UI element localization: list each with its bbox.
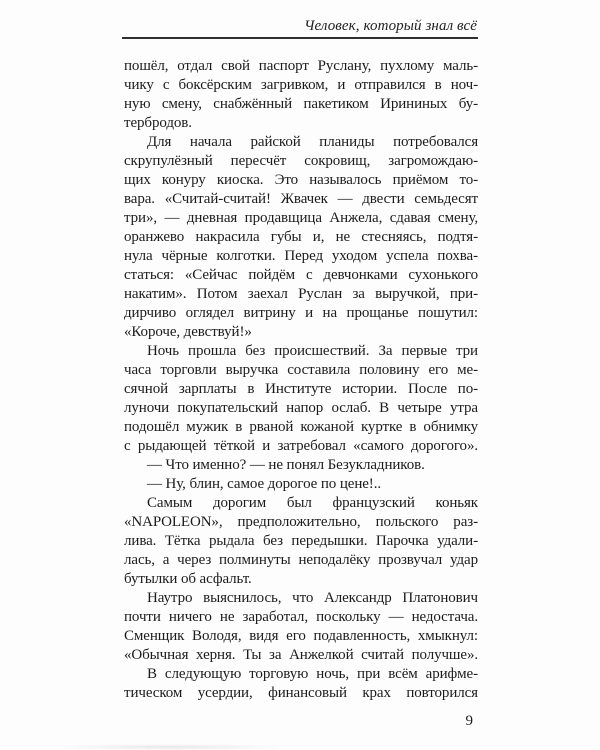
text-line: «Обычная херня. Ты за Анжелкой считай получше». [124,647,478,663]
text-line: накатим». Потом заехал Руслан за выручкой, при- [124,286,478,302]
text-line: лась, а через полминуты неподалёку прозвучал удар [124,552,478,568]
text-line: вара. «Считай-считай! Жвачек — двести семьдесят [124,191,478,207]
text-line: Ночь прошла без происшествий. За первые три [147,343,478,359]
text-line: — Ну, блин, самое дорогое по цене!.. [147,476,382,492]
text-line: щих конуру киоска. Это называлось приёмом то- [124,172,478,188]
text-line: оранжево накрасила губы и, не стесняясь, подтя- [124,229,478,245]
text-line: луночи покупательский напор ослаб. В четыре утра [124,400,478,416]
page-number: 9 [465,713,473,729]
text-line: дирчиво оглядел витрину и на прощанье пошутил: [124,305,478,321]
text-line: статься: «Сейчас пойдём с девчонками сухонького [124,267,478,283]
text-line: чику с боксёрским загривком, и отправился в ноч- [124,77,478,93]
text-line: лива. Тётка рыдала без передышки. Парочка удали- [124,533,478,549]
text-line: скрупулёзный пересчёт сокровищ, загромождаю- [124,153,478,169]
body-text [124,57,478,703]
text-line: тическом усердии, финансовый крах повторился [124,685,478,701]
text-line: с рыдающей тёткой и затребовал «самого дорогого». [124,438,478,454]
text-line: почти ничего не заработал, поскольку — недостача. [124,609,478,625]
text-line: Наутро выяснилось, что Александр Платонович [147,590,478,606]
text-line: «NAPOLEON», предположительно, польского раз- [124,514,478,530]
text-line: пошёл, отдал свой паспорт Руслану, пухлому маль- [124,58,478,74]
text-line: три», — дневная продавщица Анжела, сдавая смену, [124,210,478,226]
text-line: В следующую торговую ночь, при всём арифме- [147,666,478,682]
header-rule [122,37,478,39]
running-title: Человек, который знал всё [304,18,477,34]
text-line: бутылки об асфальт. [124,571,252,587]
text-line: тербродов. [124,115,192,131]
text-line: нула чёрные колготки. Перед уходом успела похва- [124,248,478,264]
text-line: Самым дорогим был французский коньяк [147,495,478,511]
text-line: Для начала райской планиды потребовался [147,134,478,150]
text-line: Сменщик Володя, видя его подавленность, хмыкнул: [124,628,478,644]
text-line: ную смену, снабжённый пакетиком Ирининых бу- [124,96,478,112]
text-line: сячной зарплаты в Институте истории. После по- [124,381,478,397]
text-line: часа торговли выручка составила половину его ме- [124,362,478,378]
text-line: «Короче, девствуй!» [124,324,252,340]
text-line: подошёл мужик в рваной кожаной куртке в обнимку [124,419,478,435]
text-line: — Что именно? — не понял Безукладников. [147,457,425,473]
scan-artifact [55,745,285,749]
